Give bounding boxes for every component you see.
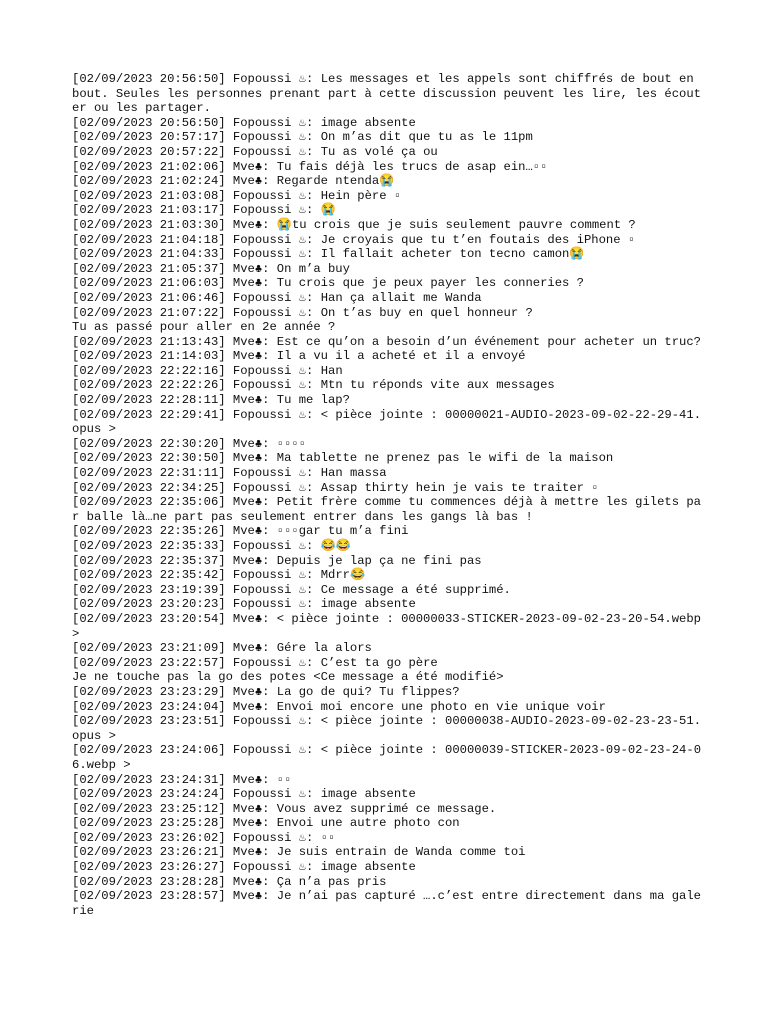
chat-line: Tu as passé pour aller en 2e année ? bbox=[72, 320, 336, 335]
chat-line: [02/09/2023 21:03:30] Mve♣: 😭tu crois que je suis seulement pauvre comment ? bbox=[72, 217, 636, 232]
chat-line: [02/09/2023 21:03:17] Fopoussi ♨: 😭 bbox=[72, 203, 336, 218]
chat-line: [02/09/2023 22:34:25] Fopoussi ♨: Assap thirty hein je vais te traiter ▫ bbox=[72, 480, 599, 495]
chat-log bbox=[72, 72, 709, 918]
chat-line: [02/09/2023 23:24:24] Fopoussi ♨: image absente bbox=[72, 787, 416, 802]
chat-line: Je ne touche pas la go des potes <Ce message a été modifié> bbox=[72, 670, 504, 685]
chat-line: [02/09/2023 23:26:02] Fopoussi ♨: ▫▫ bbox=[72, 830, 336, 845]
chat-line: [02/09/2023 21:06:46] Fopoussi ♨: Han ça allait me Wanda bbox=[72, 290, 482, 305]
chat-line: [02/09/2023 23:28:28] Mve♣: Ça n’a pas pris bbox=[72, 874, 387, 889]
chat-line: [02/09/2023 22:35:06] Mve♣: Petit frère comme tu commences déjà à mettre les gilets par balle là…ne part pas seulement entrer dans les gangs là bas ! bbox=[72, 495, 701, 524]
chat-line: [02/09/2023 23:23:51] Fopoussi ♨: < pièce jointe : 00000038-AUDIO-2023-09-02-23-23-51.opus > bbox=[72, 714, 702, 743]
chat-line: [02/09/2023 23:28:57] Mve♣: Je n’ai pas capturé ….c’est entre directement dans ma galerie bbox=[72, 889, 701, 918]
chat-line: [02/09/2023 21:04:18] Fopoussi ♨: Je croyais que tu t’en foutais des iPhone ▫ bbox=[72, 232, 636, 247]
chat-line: [02/09/2023 21:05:37] Mve♣: On m’a buy bbox=[72, 261, 350, 276]
chat-line: [02/09/2023 23:20:23] Fopoussi ♨: image absente bbox=[72, 597, 416, 612]
chat-line: [02/09/2023 20:56:50] Fopoussi ♨: Les messages et les appels sont chiffrés de bout en bout. Seules les personnes prenant part à cette discussion peuvent les lire, les écouter ou les partager. bbox=[72, 72, 702, 116]
chat-line: [02/09/2023 22:28:11] Mve♣: Tu me lap? bbox=[72, 393, 350, 408]
chat-line: [02/09/2023 23:25:28] Mve♣: Envoi une autre photo con bbox=[72, 816, 460, 831]
chat-line: [02/09/2023 22:35:33] Fopoussi ♨: 😂😂 bbox=[72, 539, 352, 553]
chat-line: [02/09/2023 20:57:17] Fopoussi ♨: On m’as dit que tu as le 11pm bbox=[72, 130, 533, 145]
chat-line: [02/09/2023 22:31:11] Fopoussi ♨: Han massa bbox=[72, 466, 387, 481]
chat-line: [02/09/2023 22:22:16] Fopoussi ♨: Han bbox=[72, 363, 343, 378]
chat-line: [02/09/2023 23:24:31] Mve♣: ▫▫ bbox=[72, 772, 292, 787]
chat-line: [02/09/2023 23:24:06] Fopoussi ♨: < pièce jointe : 00000039-STICKER-2023-09-02-23-24-06.webp > bbox=[72, 743, 702, 772]
chat-line: [02/09/2023 23:25:12] Mve♣: Vous avez supprimé ce message. bbox=[72, 801, 497, 816]
chat-line: [02/09/2023 21:02:06] Mve♣: Tu fais déjà les trucs de asap ein…▫▫ bbox=[72, 159, 548, 174]
chat-line: [02/09/2023 22:30:20] Mve♣: ▫▫▫▫ bbox=[72, 436, 307, 451]
chat-line: [02/09/2023 23:19:39] Fopoussi ♨: Ce message a été supprimé. bbox=[72, 582, 511, 597]
chat-line: [02/09/2023 20:57:22] Fopoussi ♨: Tu as volé ça ou bbox=[72, 144, 438, 159]
chat-line: [02/09/2023 22:35:42] Fopoussi ♨: Mdrr😂 bbox=[72, 568, 366, 583]
chat-line: [02/09/2023 22:35:37] Mve♣: Depuis je lap ça ne fini pas bbox=[72, 553, 482, 568]
chat-line: [02/09/2023 23:26:27] Fopoussi ♨: image absente bbox=[72, 860, 416, 875]
chat-line: [02/09/2023 22:29:41] Fopoussi ♨: < pièce jointe : 00000021-AUDIO-2023-09-02-22-29-41.opus > bbox=[72, 407, 702, 437]
chat-line: [02/09/2023 23:21:09] Mve♣: Gére la alors bbox=[72, 641, 372, 656]
chat-line: [02/09/2023 21:03:08] Fopoussi ♨: Hein père ▫ bbox=[72, 188, 402, 203]
chat-line: [02/09/2023 21:14:03] Mve♣: Il a vu il a acheté et il a envoyé bbox=[72, 349, 526, 364]
chat-line: [02/09/2023 23:26:21] Mve♣: Je suis entrain de Wanda comme toi bbox=[72, 845, 526, 860]
chat-line: [02/09/2023 23:22:57] Fopoussi ♨: C’est ta go père bbox=[72, 655, 438, 670]
chat-line: [02/09/2023 21:06:03] Mve♣: Tu crois que je peux payer les conneries ? bbox=[72, 276, 584, 291]
chat-line: [02/09/2023 22:35:26] Mve♣: ▫▫▫gar tu m’a fini bbox=[72, 524, 409, 539]
chat-line: [02/09/2023 23:23:29] Mve♣: La go de qui? Tu flippes? bbox=[72, 684, 460, 699]
chat-line: [02/09/2023 20:56:50] Fopoussi ♨: image absente bbox=[72, 115, 416, 130]
chat-line: [02/09/2023 22:30:50] Mve♣: Ma tablette ne prenez pas le wifi de la maison bbox=[72, 451, 614, 466]
chat-line: [02/09/2023 22:22:26] Fopoussi ♨: Mtn tu réponds vite aux messages bbox=[72, 378, 555, 393]
chat-line: [02/09/2023 21:13:43] Mve♣: Est ce qu’on a besoin d’un événement pour acheter un truc? bbox=[72, 334, 701, 349]
chat-line: [02/09/2023 23:20:54] Mve♣: < pièce jointe : 00000033-STICKER-2023-09-02-23-20-54.webp > bbox=[72, 611, 709, 641]
chat-line: [02/09/2023 23:24:04] Mve♣: Envoi moi encore une photo en vie unique voir bbox=[72, 699, 606, 714]
chat-line: [02/09/2023 21:07:22] Fopoussi ♨: On t’as buy en quel honneur ? bbox=[72, 305, 533, 320]
chat-line: [02/09/2023 21:02:24] Mve♣: Regarde ntenda😭 bbox=[72, 174, 395, 189]
chat-line: [02/09/2023 21:04:33] Fopoussi ♨: Il fallait acheter ton tecno camon😭 bbox=[72, 247, 585, 262]
